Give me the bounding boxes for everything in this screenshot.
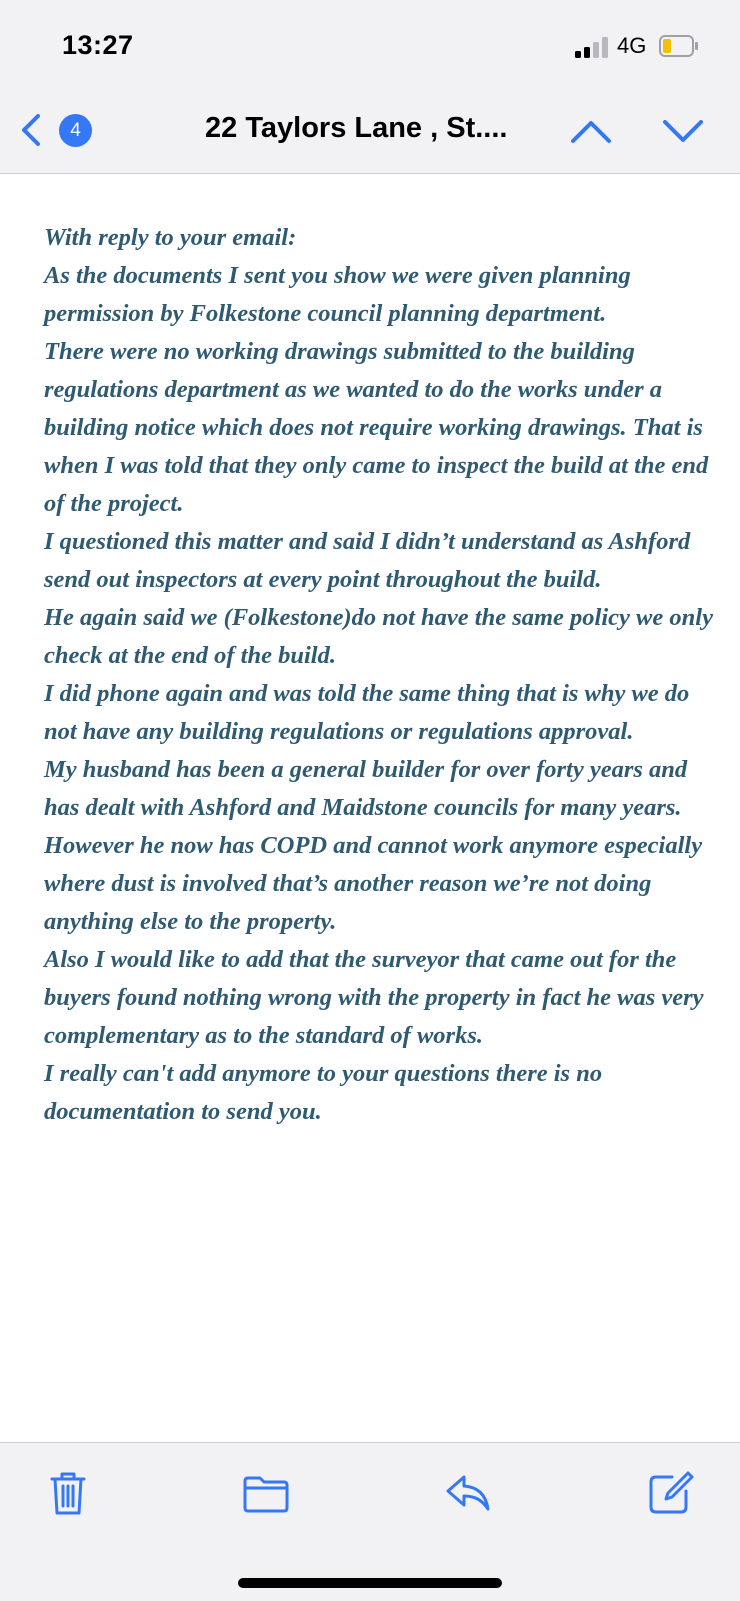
- email-paragraph: I questioned this matter and said I didn’t understand as Ashford send out inspectors at every point throughout the build.: [44, 528, 691, 593]
- status-time: 13:27: [62, 30, 134, 60]
- email-paragraph: My husband has been a general builder for over forty years and has dealt with Ashford and Maidstone councils for many years. However he now has COPD and cannot work anymore especially where dust is involved that’s another reason we’re not doing anything else to the property.: [44, 756, 703, 935]
- email-body: [44, 219, 724, 1131]
- next-message-icon[interactable]: [660, 114, 706, 148]
- status-bar: [0, 0, 740, 96]
- email-paragraph: With reply to your email:: [44, 224, 297, 251]
- home-indicator[interactable]: [238, 1578, 502, 1588]
- signal-icon: [575, 36, 609, 58]
- trash-icon[interactable]: [44, 1469, 92, 1517]
- battery-icon: [659, 35, 699, 57]
- back-chevron-icon[interactable]: [12, 110, 52, 150]
- email-paragraph: As the documents I sent you show we were given planning permission by Folkestone council planning department.: [44, 262, 631, 327]
- previous-message-icon[interactable]: [568, 114, 614, 148]
- email-paragraph: I did phone again and was told the same thing that is why we do not have any building regulations or regulations approval.: [44, 680, 690, 745]
- folder-icon[interactable]: [242, 1469, 290, 1517]
- network-type: 4G: [617, 33, 647, 58]
- unread-count-badge: 4: [59, 114, 92, 147]
- email-paragraph: He again said we (Folkestone)do not have the same policy we only check at the end of the build.: [44, 604, 713, 669]
- email-paragraph: I really can't add anymore to your questions there is no documentation to send you.: [44, 1060, 603, 1125]
- navigation-bar: [0, 96, 740, 174]
- email-paragraph: Also I would like to add that the surveyor that came out for the buyers found nothing wrong with the property in fact he was very complementary as to the standard of works.: [44, 946, 704, 1049]
- email-paragraph: There were no working drawings submitted to the building regulations department as we wanted to do the works under a building notice which does not require working drawings. That is when I was told that they only came to inspect the build at the end of the project.: [44, 338, 709, 517]
- reply-icon[interactable]: [444, 1469, 492, 1517]
- compose-icon[interactable]: [646, 1469, 694, 1517]
- email-subject: 22 Taylors Lane , St....: [205, 112, 508, 144]
